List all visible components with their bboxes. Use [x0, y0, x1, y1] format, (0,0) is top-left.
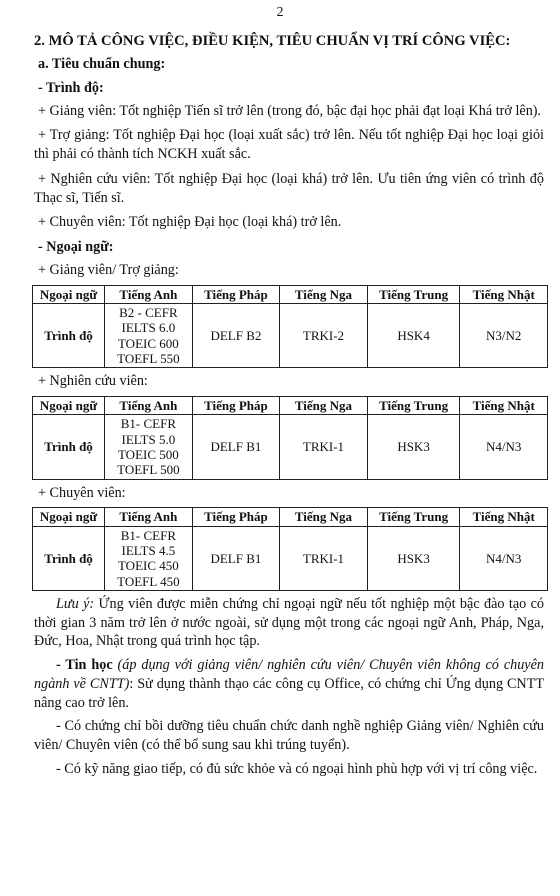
- english-level: TOEFL 450: [117, 573, 180, 589]
- french-cell: DELF B1: [192, 526, 280, 590]
- requirement-certificate: - Có chứng chỉ bồi dưỡng tiêu chuẩn chức danh nghề nghiệp Giảng viên/ Nghiên cứu viên/ Chuyên viên (có thể bổ sung sau khi trúng tuyển).: [34, 718, 544, 754]
- tin-hoc-heading: - Tin học: [56, 657, 113, 674]
- chinese-cell: HSK4: [367, 303, 460, 367]
- header-tieng-phap: Tiếng Pháp: [192, 508, 280, 526]
- group-label: + Chuyên viên:: [38, 484, 126, 501]
- japanese-cell: N4/N3: [460, 526, 548, 590]
- english-level: TOEFL 550: [117, 350, 180, 366]
- trinh-do-heading: - Trình độ:: [38, 79, 104, 96]
- document-body: [34, 32, 544, 784]
- english-level: IELTS 4.5: [121, 543, 176, 558]
- chinese-cell: HSK3: [367, 415, 460, 479]
- language-table: [32, 507, 548, 591]
- language-table: [32, 285, 548, 369]
- french-cell: DELF B2: [192, 303, 280, 367]
- english-level: TOEIC 450: [117, 558, 179, 574]
- french-cell: DELF B1: [192, 415, 280, 479]
- table-row: [33, 415, 548, 479]
- row-label: Trình độ: [33, 415, 105, 479]
- subsection-a-heading: a. Tiêu chuẩn chung:: [38, 56, 166, 73]
- trinh-do-tro-giang: + Trợ giảng: Tốt nghiệp Đại học (loại xuất sắc) trở lên. Nếu tốt nghiệp Đại học loại giỏi thì phải có thành tích NCKH xuất sắc.: [34, 127, 544, 163]
- english-level: TOEIC 600: [117, 335, 179, 351]
- english-level: B1- CEFR: [120, 527, 176, 543]
- english-cell: [105, 415, 193, 479]
- english-cell: [105, 303, 193, 367]
- english-level: IELTS 6.0: [121, 320, 176, 336]
- note-paragraph: [34, 595, 544, 651]
- header-ngoai-ngu: Ngoại ngữ: [33, 396, 105, 414]
- header-tieng-nhat: Tiếng Nhật: [460, 396, 548, 414]
- trinh-do-giang-vien: + Giảng viên: Tốt nghiệp Tiến sĩ trở lên (trong đó, bậc đại học phải đạt loại Khá trở lên).: [38, 102, 542, 119]
- header-tieng-nga: Tiếng Nga: [280, 285, 368, 303]
- note-text: Ứng viên được miễn chứng chỉ ngoại ngữ nếu tốt nghiệp một bậc đào tạo có thời gian 3 năm trở lên ở nước ngoài, sử dụng một trong các ngoại ngữ Anh, Pháp, Nga, Đức, Hoa, Nhật trong quá trình học tập.: [34, 595, 544, 650]
- english-level: B1- CEFR: [120, 416, 176, 432]
- header-tieng-anh: Tiếng Anh: [105, 508, 193, 526]
- section-title: 2. MÔ TẢ CÔNG VIỆC, ĐIỀU KIỆN, TIÊU CHUẨN VỊ TRÍ CÔNG VIỆC:: [34, 33, 511, 49]
- table-row: [33, 526, 548, 590]
- chinese-cell: HSK3: [367, 526, 460, 590]
- header-tieng-phap: Tiếng Pháp: [192, 396, 280, 414]
- table-row: [33, 303, 548, 367]
- group-label: + Giảng viên/ Trợ giảng:: [38, 261, 179, 278]
- russian-cell: TRKI-1: [280, 415, 368, 479]
- header-tieng-trung: Tiếng Trung: [367, 285, 460, 303]
- requirement-communication: - Có kỹ năng giao tiếp, có đủ sức khỏe và có ngoại hình phù hợp với vị trí công việc.: [56, 760, 538, 777]
- header-ngoai-ngu: Ngoại ngữ: [33, 285, 105, 303]
- russian-cell: TRKI-2: [280, 303, 368, 367]
- tin-hoc-scope: (áp dụng với giảng viên/ nghiên cứu viên/ Chuyên viên không có chuyên ngành về CNTT): [34, 657, 544, 692]
- header-tieng-nhat: Tiếng Nhật: [460, 285, 548, 303]
- table-header-row: [33, 508, 548, 526]
- group-label: + Nghiên cứu viên:: [38, 373, 148, 390]
- english-level: TOEIC 500: [117, 446, 179, 462]
- header-tieng-anh: Tiếng Anh: [105, 285, 193, 303]
- row-label: Trình độ: [33, 303, 105, 367]
- tin-hoc-text: : Sử dụng thành thạo các công cụ Office, có chứng chỉ Ứng dụng CNTT nâng cao trở lên.: [34, 675, 545, 711]
- ngoai-ngu-heading: - Ngoại ngữ:: [38, 239, 114, 256]
- note-label: Lưu ý:: [56, 595, 95, 612]
- trinh-do-nghien-cuu-vien: + Nghiên cứu viên: Tốt nghiệp Đại học (loại khá) trở lên. Ưu tiên ứng viên có trình độ Thạc sĩ, Tiến sĩ.: [34, 170, 544, 206]
- header-tieng-nhat: Tiếng Nhật: [460, 508, 548, 526]
- table-header-row: [33, 396, 548, 414]
- english-level: TOEFL 500: [117, 462, 180, 478]
- header-tieng-nga: Tiếng Nga: [280, 396, 368, 414]
- english-level: IELTS 5.0: [121, 431, 176, 447]
- tin-hoc-paragraph: [34, 656, 544, 712]
- english-cell: [105, 526, 193, 590]
- header-tieng-anh: Tiếng Anh: [105, 396, 193, 414]
- page-number: 2: [276, 5, 284, 20]
- japanese-cell: N3/N2: [460, 303, 548, 367]
- language-table: [32, 396, 548, 480]
- header-tieng-trung: Tiếng Trung: [367, 396, 460, 414]
- header-ngoai-ngu: Ngoại ngữ: [33, 508, 105, 526]
- trinh-do-chuyen-vien: + Chuyên viên: Tốt nghiệp Đại học (loại khá) trở lên.: [38, 214, 342, 231]
- japanese-cell: N4/N3: [460, 415, 548, 479]
- russian-cell: TRKI-1: [280, 526, 368, 590]
- row-label: Trình độ: [33, 526, 105, 590]
- english-level: B2 - CEFR: [119, 304, 178, 320]
- header-tieng-nga: Tiếng Nga: [280, 508, 368, 526]
- header-tieng-phap: Tiếng Pháp: [192, 285, 280, 303]
- table-header-row: [33, 285, 548, 303]
- header-tieng-trung: Tiếng Trung: [367, 508, 460, 526]
